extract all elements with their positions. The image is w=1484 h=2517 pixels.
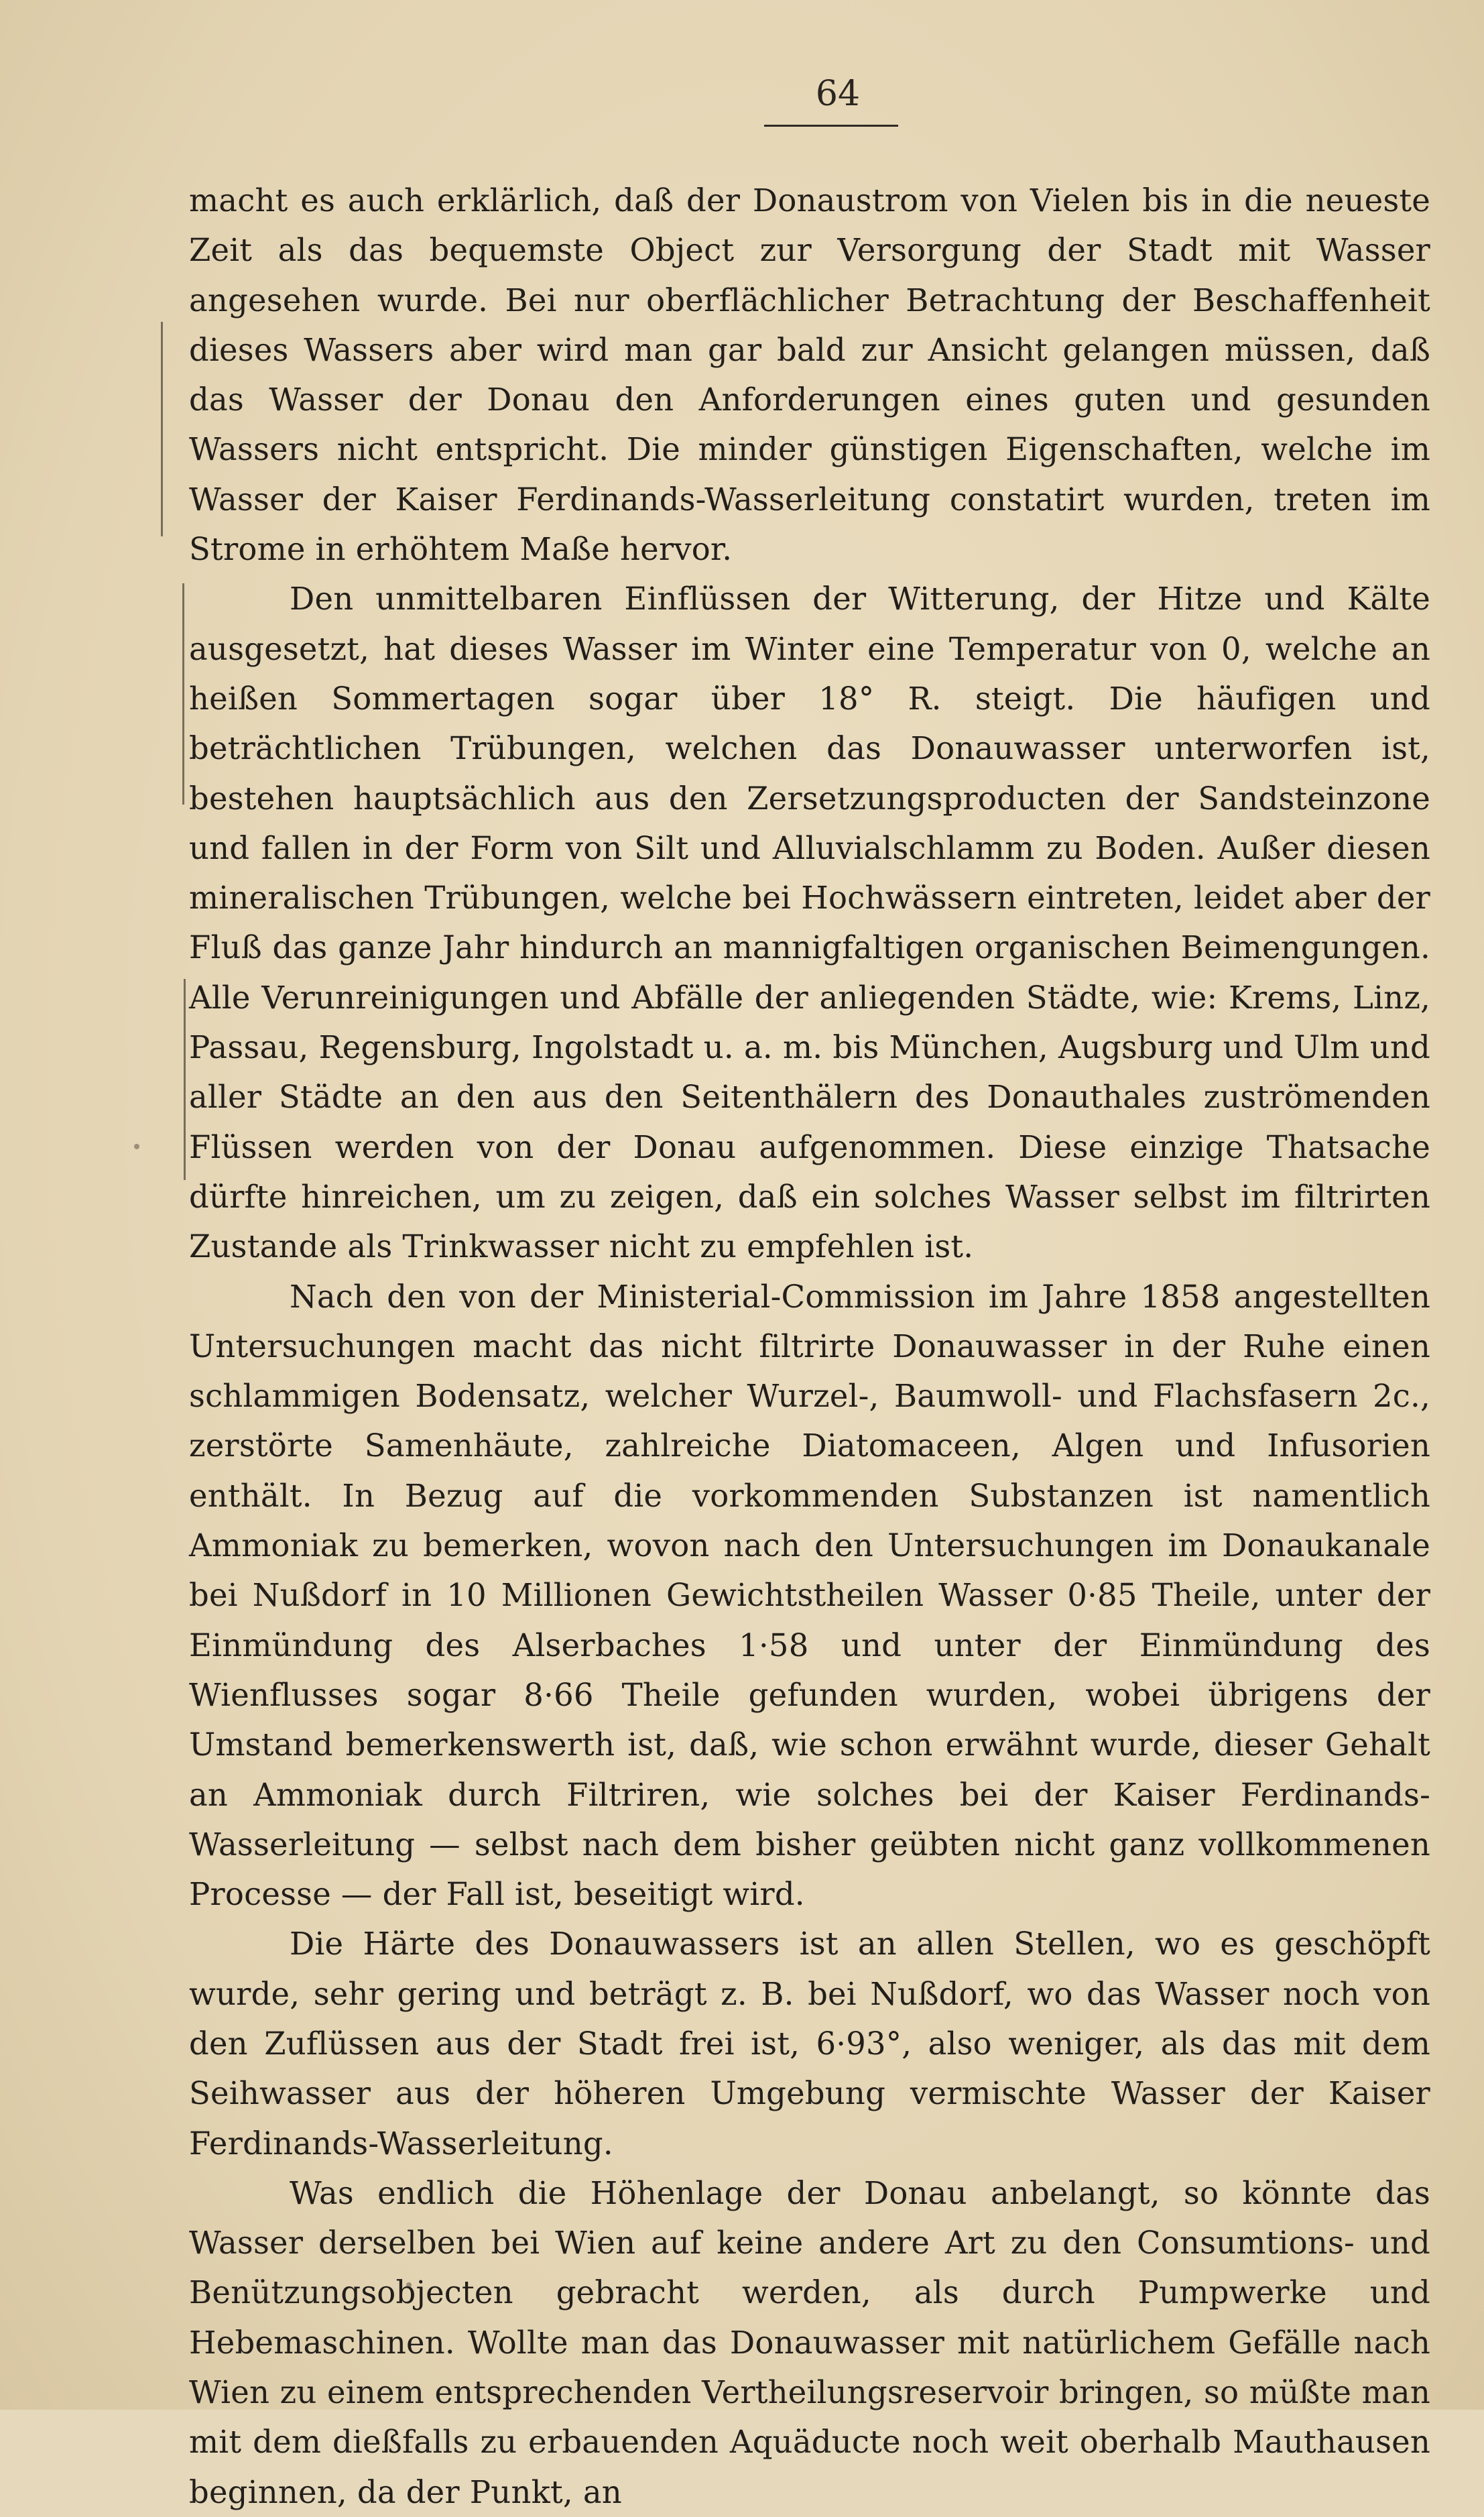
margin-speck [134,1144,139,1149]
paragraph-2: Den unmittelbaren Einflüssen der Witterung, der Hitze und Kälte ausgesetzt, hat dieses Wasser im Winter eine Temperatur von 0, welche an heißen Sommertagen sogar über 18° R. steigt. Die häufigen und beträchtlichen Trübungen, welchen das Donauwasser unterworfen ist, bestehen hauptsächlich aus den Zersetzungsproducten der Sandsteinzone und fallen in der Form von Silt und Alluvialschlamm zu Boden. Außer diesen mineralischen Trübungen, welche bei Hochwässern eintreten, leidet aber der Fluß das ganze Jahr hindurch an mannigfaltigen organischen Beimengungen. Alle Verunreinigungen und Abfälle der anliegenden Städte, wie: Krems, Linz, Passau, Regensburg, Ingolstadt u. a. m. bis München, Augsburg und Ulm und aller Städte an den aus den Seitenthälern des Donauthales zuströmenden Flüssen werden von der Donau aufgenommen. Diese einzige Thatsache dürfte hinreichen, um zu zeigen, daß ein solches Wasser selbst im filtrirten Zustande als Trinkwasser nicht zu empfehlen ist. [189,581,1430,1265]
paragraph-5: Was endlich die Höhenlage der Donau anbelangt, so könnte das Wasser derselben bei Wien auf keine andere Art zu den Consumtions- und Benützungsobjecten gebracht werden, als durch Pumpwerke und Hebemaschinen. Wollte man das Donauwasser mit natürlichem Gefälle nach Wien zu einem entsprechenden Vertheilungsreservoir bringen, so müßte man mit dem dießfalls zu erbauenden Aquäducte noch weit oberhalb Mauthausen beginnen, da der Punkt, an [189,2174,1430,2510]
paragraph-1: macht es auch erklärlich, daß der Donaustrom von Vielen bis in die neueste Zeit als das bequemste Object zur Versorgung der Stadt mit Wasser angesehen wurde. Bei nur oberflächlicher Betrachtung der Beschaffenheit dieses Wassers aber wird man gar bald zur Ansicht gelangen müssen, daß das Wasser der Donau den Anforderungen eines guten und gesunden Wassers nicht entspricht. Die minder günstigen Eigenschaften, welche im Wasser der Kaiser Ferdinands-Wasserleitung constatirt wurden, treten im Strome in erhöhtem Maße hervor. [189,182,1430,568]
margin-mark [184,979,186,1180]
margin-mark [182,583,184,805]
header-rule [764,125,898,127]
page-number: 64 [815,74,861,114]
paragraph-4: Die Härte des Donauwassers ist an allen Stellen, wo es geschöpft wurde, sehr gering und beträgt z. B. bei Nußdorf, wo das Wasser noch von den Zuflüssen aus der Stadt frei ist, 6·93°, also weniger, als das mit dem Seihwasser aus der höheren Umgebung vermischte Wasser der Kaiser Ferdinands-Wasserleitung. [189,1926,1430,2162]
body-text [189,176,1430,2517]
paragraph-3: Nach den von der Ministerial-Commission im Jahre 1858 angestellten Untersuchungen macht das nicht filtrirte Donauwasser in der Ruhe einen schlammigen Bodensatz, welcher Wurzel-, Baumwoll- und Flachsfasern 2c., zerstörte Samenhäute, zahlreiche Diatomaceen, Algen und Infusorien enthält. In Bezug auf die vorkommenden Substanzen ist namentlich Ammoniak zu bemerken, wovon nach den Untersuchungen im Donaukanale bei Nußdorf in 10 Millionen Gewichtstheilen Wasser 0·85 Theile, unter der Einmündung des Alserbaches 1·58 und unter der Einmündung des Wienflusses sogar 8·66 Theile gefunden wurden, wobei übrigens der Umstand bemerkenswerth ist, daß, wie schon erwähnt wurde, dieser Gehalt an Ammoniak durch Filtriren, wie solches bei der Kaiser Ferdinands-Wasserleitung — selbst nach dem bisher geübten nicht ganz vollkommenen Processe — der Fall ist, beseitigt wird. [189,1278,1430,1913]
margin-mark [161,322,163,536]
